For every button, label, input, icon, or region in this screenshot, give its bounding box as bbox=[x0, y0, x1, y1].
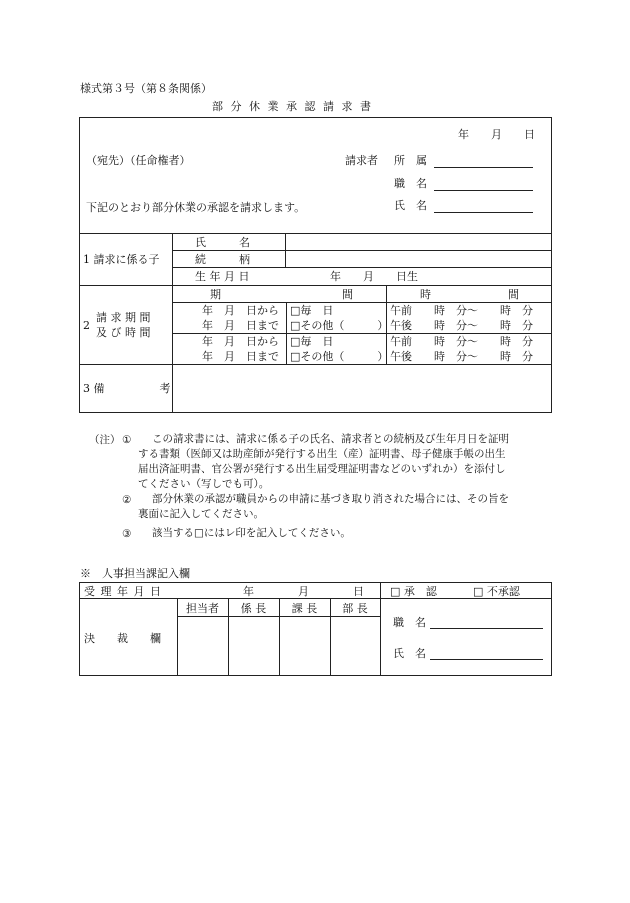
note1-line4: てください（写しでも可）。 bbox=[138, 478, 270, 490]
name-field[interactable] bbox=[434, 212, 533, 213]
period-from-1: 年 月 日から bbox=[202, 304, 279, 317]
post-label: 職 名 bbox=[394, 177, 427, 190]
approve-checkbox[interactable]: □ 承 認 bbox=[390, 585, 437, 598]
notes-prefix: （注） bbox=[89, 434, 121, 446]
request-statement: 下記のとおり部分休業の承認を請求します。 bbox=[86, 201, 306, 214]
post-field[interactable] bbox=[434, 190, 533, 191]
hr-section-title: ※ 人事担当課記入欄 bbox=[80, 567, 190, 580]
hr-post-field[interactable] bbox=[430, 628, 543, 629]
section2-label-line2: 及 び 時 間 bbox=[96, 326, 151, 339]
note3-line1: 該当する□にはレ印を記入してください。 bbox=[152, 527, 351, 539]
pm-time-1: 午後 時 分～ 時 分 bbox=[390, 319, 533, 332]
pm-time-2: 午後 時 分～ 時 分 bbox=[390, 350, 533, 363]
note1-line2: する書類（医師又は助産師が発行する出生（産）証明書、母子健康手帳の出生 bbox=[138, 448, 506, 460]
child-birth-value: 年 月 日生 bbox=[330, 270, 418, 283]
document-title: 部 分 休 業 承 認 請 求 書 bbox=[212, 100, 373, 113]
period-to-1: 年 月 日まで bbox=[202, 319, 279, 332]
section3-label: 3 備 考 bbox=[83, 382, 171, 395]
note2-line2: 裏面に記入してください。 bbox=[138, 508, 264, 520]
note1-line1: この請求書には、請求に係る子の氏名、請求者との続柄及び生年月日を証明 bbox=[152, 433, 509, 445]
note3-mark: ③ bbox=[122, 528, 132, 540]
time-header: 時 間 bbox=[420, 288, 519, 301]
stamp-bucho: 部 長 bbox=[342, 602, 368, 615]
request-date: 年 月 日 bbox=[458, 128, 535, 141]
section2-label-line1: 請 求 期 間 bbox=[96, 311, 151, 324]
form-number: 様式第３号（第８条関係） bbox=[80, 82, 212, 95]
addressee: （宛先）（任命権者） bbox=[86, 154, 191, 167]
hr-name-label: 氏 名 bbox=[393, 647, 426, 660]
other-checkbox-1[interactable]: □その他（ ） bbox=[290, 319, 389, 332]
stamp-kacho: 課 長 bbox=[291, 602, 318, 615]
am-time-2: 午前 時 分～ 時 分 bbox=[390, 335, 533, 348]
am-time-1: 午前 時 分～ 時 分 bbox=[390, 304, 533, 317]
name-label: 氏 名 bbox=[394, 199, 427, 212]
note2-mark: ② bbox=[122, 494, 132, 506]
note2-line1: 部分休業の承認が職員からの申請に基づき取り消された場合には、その旨を bbox=[152, 493, 509, 505]
section2-number: 2 bbox=[83, 319, 90, 332]
received-date-label: 受 理 年 月 日 bbox=[84, 585, 162, 598]
affiliation-field[interactable] bbox=[434, 167, 533, 168]
other-checkbox-2[interactable]: □その他（ ） bbox=[290, 350, 389, 363]
disapprove-checkbox[interactable]: □ 不承認 bbox=[473, 585, 520, 598]
child-name-label: 氏 名 bbox=[195, 236, 250, 249]
daily-checkbox-1[interactable]: □毎 日 bbox=[290, 304, 334, 317]
affiliation-label: 所 属 bbox=[394, 154, 427, 167]
hr-name-field[interactable] bbox=[430, 659, 543, 660]
note1-line3: 届出済証明書、官公署が発行する出生届受理証明書などのいずれか）を添付し bbox=[138, 463, 506, 475]
section1-label: 1 請求に係る子 bbox=[83, 253, 160, 266]
child-relation-label: 続 柄 bbox=[195, 253, 250, 266]
period-from-2: 年 月 日から bbox=[202, 335, 279, 348]
hr-post-label: 職 名 bbox=[393, 616, 426, 629]
period-header: 期 間 bbox=[210, 288, 353, 301]
received-date-value: 年 月 日 bbox=[243, 585, 364, 598]
period-to-2: 年 月 日まで bbox=[202, 350, 279, 363]
stamp-kakaricho: 係 長 bbox=[240, 602, 267, 615]
requester-label: 請求者 bbox=[345, 154, 378, 167]
stamp-tantousha: 担当者 bbox=[186, 602, 219, 615]
child-birth-label: 生 年 月 日 bbox=[195, 270, 250, 283]
decision-label: 決 裁 欄 bbox=[84, 632, 161, 645]
note1-mark: ① bbox=[122, 434, 132, 446]
daily-checkbox-2[interactable]: □毎 日 bbox=[290, 335, 334, 348]
